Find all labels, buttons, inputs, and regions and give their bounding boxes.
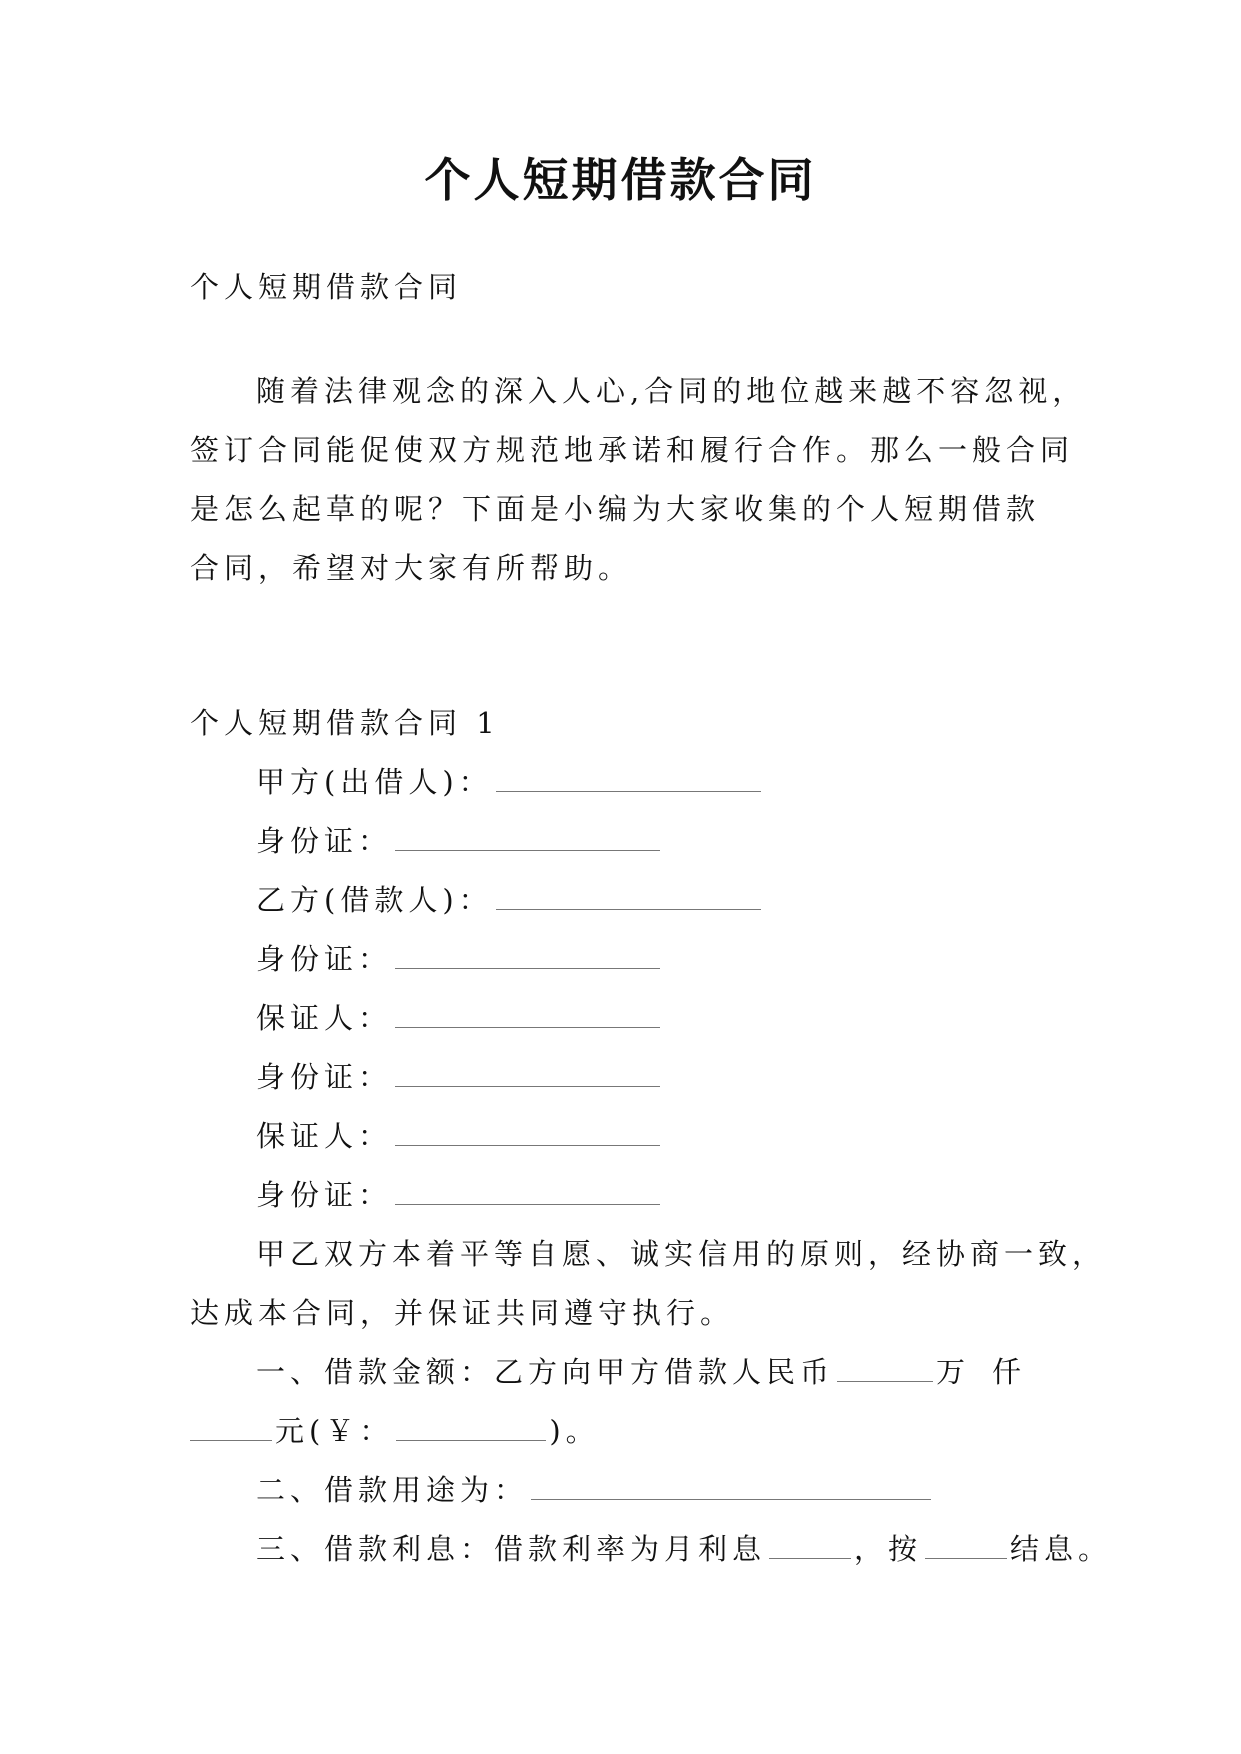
party-line: [190, 753, 1060, 812]
fill-in-blank: [531, 1498, 931, 1500]
agreement-line: 甲乙双方本着平等自愿、诚实信用的原则，经协商一致，: [256, 1237, 1107, 1271]
party-line: [190, 812, 1060, 871]
clause-1-unit-yuan: 元(￥：: [275, 1414, 394, 1448]
clause-3-middle: ，按: [854, 1532, 923, 1566]
party-line: [190, 989, 1060, 1048]
clause-3-prefix: 三、借款利息：借款利率为月利息: [256, 1532, 767, 1566]
fill-in-blank: [395, 1144, 660, 1146]
party-line: [190, 1107, 1060, 1166]
document-subtitle: [190, 258, 1060, 317]
fill-in-blank: [395, 1085, 660, 1087]
clause-3-line: [190, 1520, 1113, 1579]
fill-in-blank: [395, 1203, 660, 1205]
fill-in-blank: [837, 1380, 933, 1382]
fill-in-blank: [395, 1026, 660, 1028]
clause-1-line: [190, 1402, 1060, 1461]
clause-1-suffix: )。: [549, 1414, 600, 1448]
clause-3-suffix: 结息。: [1010, 1532, 1113, 1566]
fill-in-blank: [396, 1439, 546, 1441]
party-label: 乙方(借款人)：: [256, 883, 493, 917]
intro-line: 随着法律观念的深入人心,合同的地位越来越不容忽视，: [256, 374, 1087, 408]
contract-section: [190, 694, 1113, 1579]
party-label: 身份证：: [256, 942, 393, 976]
clause-2-line: [190, 1461, 1060, 1520]
intro-paragraph: [190, 362, 1087, 598]
clause-1-line: [190, 1343, 1060, 1402]
clause-1-unit-wan: 万: [936, 1355, 971, 1389]
fill-in-blank: [496, 908, 761, 910]
clause-1-prefix: 一、借款金额：乙方向甲方借款人民币: [256, 1355, 835, 1389]
party-label: 甲方(出借人)：: [256, 765, 493, 799]
section-heading: 个人短期借款合同 1: [190, 706, 500, 740]
intro-line: 合同，希望对大家有所帮助。: [190, 551, 633, 585]
intro-line: 签订合同能促使双方规范地承诺和履行合作。那么一般合同: [190, 433, 1075, 467]
document-title: 个人短期借款合同: [424, 153, 817, 207]
fill-in-blank: [496, 790, 761, 792]
party-label: 保证人：: [256, 1119, 393, 1153]
fill-in-blank: [769, 1557, 851, 1559]
party-line: [190, 871, 1060, 930]
clause-1-unit-qian: 仟: [992, 1355, 1027, 1389]
party-line: [190, 1048, 1060, 1107]
fill-in-blank: [395, 849, 660, 851]
party-label: 保证人：: [256, 1001, 393, 1035]
clause-2-prefix: 二、借款用途为：: [256, 1473, 529, 1507]
fill-in-blank: [395, 967, 660, 969]
party-line: [190, 1166, 1060, 1225]
subtitle-line: 个人短期借款合同: [190, 270, 463, 304]
party-label: 身份证：: [256, 1178, 393, 1212]
party-label: 身份证：: [256, 1060, 393, 1094]
party-label: 身份证：: [256, 824, 393, 858]
fill-in-blank: [190, 1439, 272, 1441]
party-line: [190, 930, 1060, 989]
fill-in-blank: [925, 1557, 1007, 1559]
agreement-line: 达成本合同，并保证共同遵守执行。: [190, 1296, 735, 1330]
intro-line: 是怎么起草的呢？下面是小编为大家收集的个人短期借款: [190, 492, 1041, 526]
